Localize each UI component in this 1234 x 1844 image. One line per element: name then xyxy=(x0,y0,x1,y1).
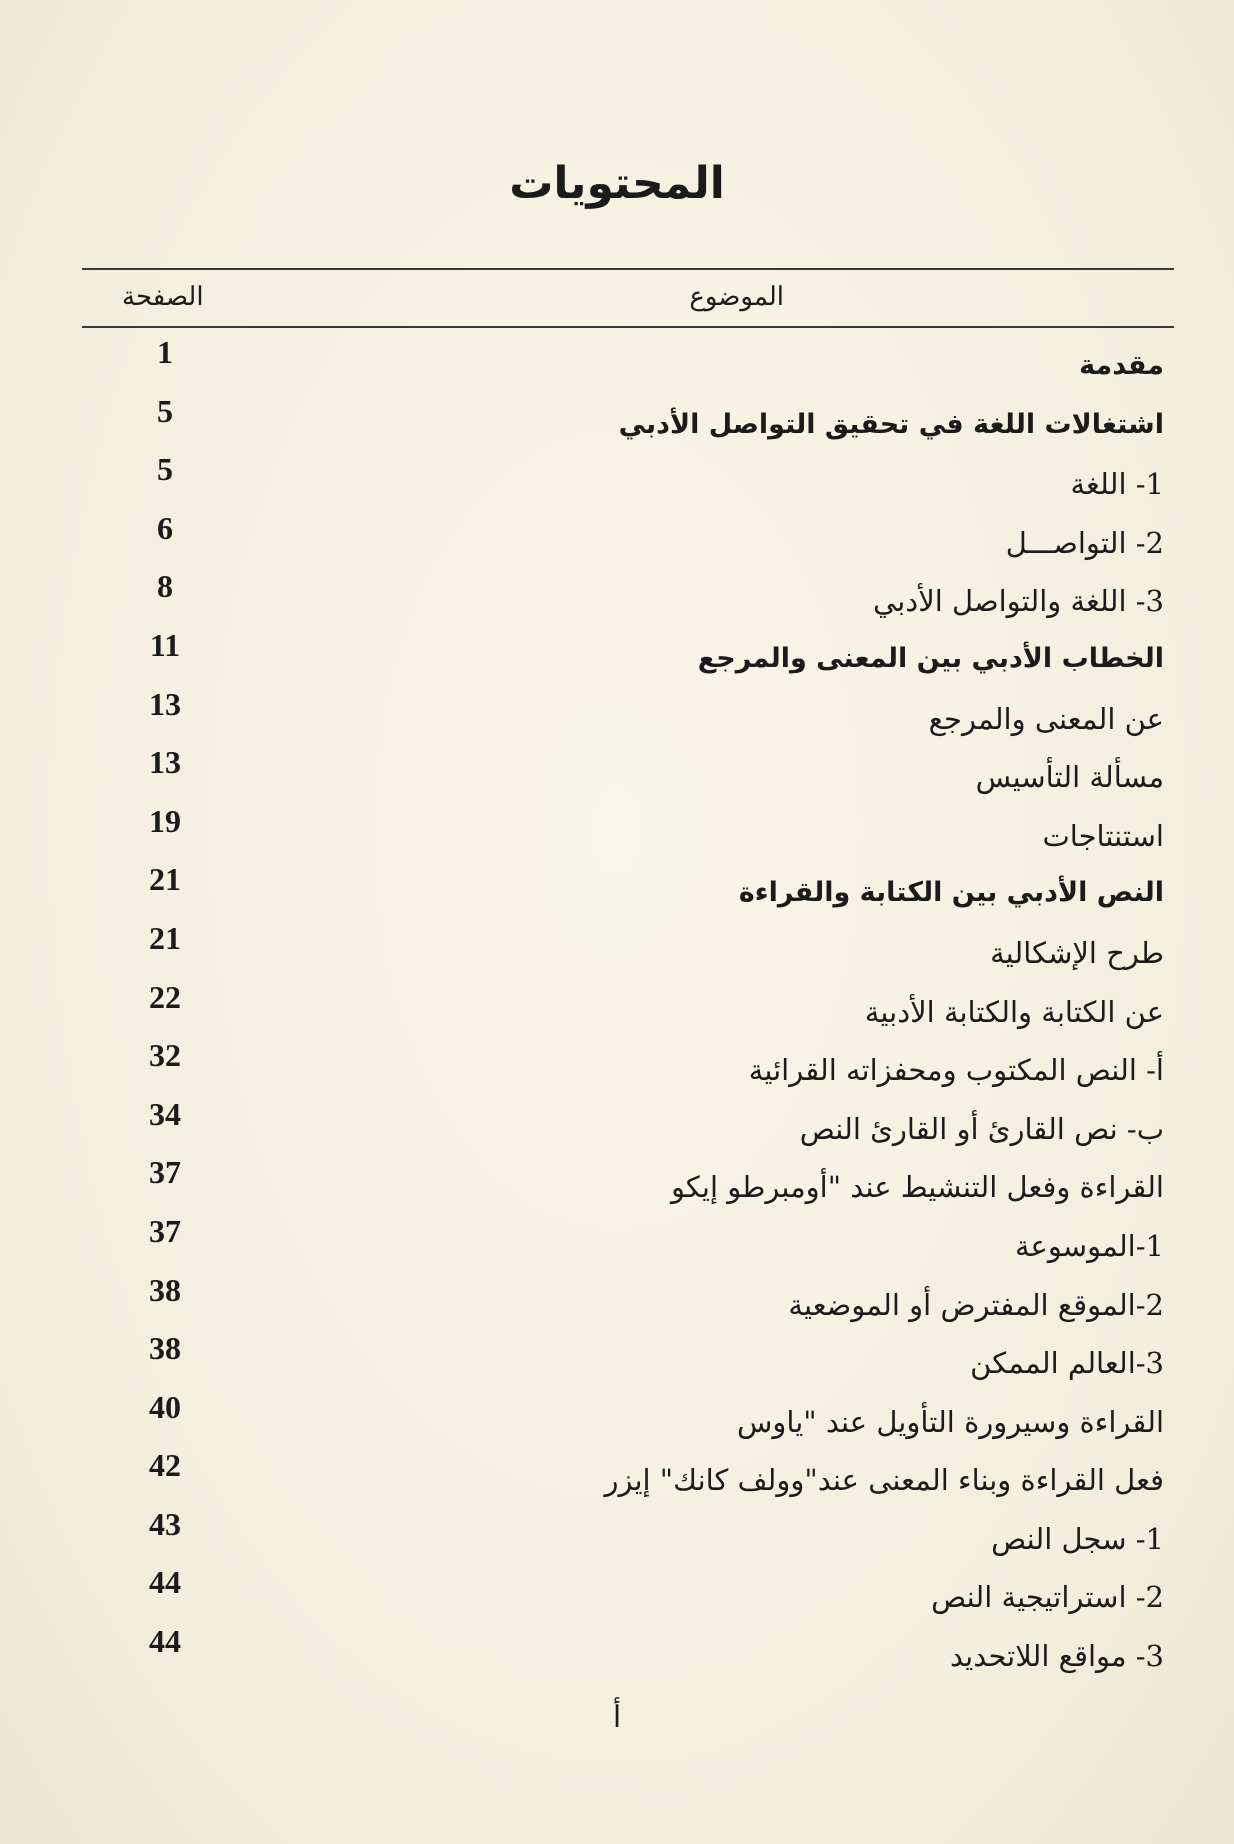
toc-entry-page: 13 xyxy=(149,744,181,781)
toc-entry-label: 3- اللغة والتواصل الأدبي xyxy=(873,584,1164,619)
toc-section-row xyxy=(82,393,1174,452)
toc-entry-row xyxy=(82,979,1174,1038)
toc-entry-page: 19 xyxy=(149,802,181,839)
toc-entry-row xyxy=(82,920,1174,979)
column-header-topic: الموضوع xyxy=(689,282,784,312)
table-header xyxy=(82,272,1174,326)
toc-entry-row xyxy=(82,510,1174,569)
toc-section-row xyxy=(82,334,1174,393)
toc-entry-row xyxy=(82,1330,1174,1389)
toc-entry-row xyxy=(82,451,1174,510)
toc-entry-label: استنتاجات xyxy=(1042,818,1164,853)
toc-entry-label: مسألة التأسيس xyxy=(975,760,1164,795)
toc-entry-label: 2-الموقع المفترض أو الموضعية xyxy=(788,1287,1164,1322)
toc-entry-row xyxy=(82,1037,1174,1096)
toc-entry-page: 5 xyxy=(157,451,173,488)
toc-entry-page: 5 xyxy=(157,392,173,429)
toc-entry-label: عن المعنى والمرجع xyxy=(928,701,1164,736)
toc-entry-page: 44 xyxy=(149,1623,181,1660)
toc-entry-row xyxy=(82,1272,1174,1331)
toc-entry-page: 11 xyxy=(149,626,181,663)
toc-entry-label: اشتغالات اللغة في تحقيق التواصل الأدبي xyxy=(618,408,1164,440)
toc-entry-label: 2- استراتيجية النص xyxy=(931,1580,1164,1615)
toc-entry-page: 13 xyxy=(149,685,181,722)
toc-entry-row xyxy=(82,1564,1174,1623)
toc-entry-row xyxy=(82,803,1174,862)
toc-entry-page: 1 xyxy=(157,334,173,370)
page-title: المحتويات xyxy=(509,158,725,209)
toc-entry-label: القراءة وفعل التنشيط عند "أومبرطو إيكو xyxy=(670,1170,1164,1205)
toc-entry-row xyxy=(82,568,1174,627)
toc-entry-label: 1- اللغة xyxy=(1070,467,1164,502)
toc-entry-label: 3-العالم الممكن xyxy=(970,1346,1164,1381)
toc-entry-page: 6 xyxy=(157,509,173,546)
toc-section-row xyxy=(82,861,1174,920)
toc-entry-page: 34 xyxy=(149,1095,181,1132)
toc-entry-label: النص الأدبي بين الكتابة والقراءة xyxy=(738,877,1164,909)
toc-entry-label: ب- نص القارئ أو القارئ النص xyxy=(799,1111,1164,1146)
toc-entry-label: طرح الإشكالية xyxy=(990,935,1164,970)
header-bottom-rule xyxy=(82,326,1174,328)
toc-entry-row xyxy=(82,1154,1174,1213)
toc-entry-label: عن الكتابة والكتابة الأدبية xyxy=(864,994,1164,1029)
toc-entry-row xyxy=(82,744,1174,803)
toc-entry-label: الخطاب الأدبي بين المعنى والمرجع xyxy=(697,642,1164,674)
toc-entry-page: 37 xyxy=(149,1212,181,1249)
toc-entry-page: 43 xyxy=(149,1505,181,1542)
toc-entry-label: مقدمة xyxy=(1079,350,1164,381)
toc-entry-label: 3- مواقع اللاتحديد xyxy=(949,1639,1164,1674)
contents-list xyxy=(82,334,1174,1682)
header-top-rule xyxy=(82,268,1174,270)
toc-entry-page: 22 xyxy=(149,978,181,1015)
toc-entry-label: القراءة وسيرورة التأويل عند "ياوس xyxy=(736,1404,1164,1439)
toc-entry-page: 40 xyxy=(149,1388,181,1425)
column-header-page: الصفحة xyxy=(122,282,204,312)
toc-entry-row xyxy=(82,686,1174,745)
toc-entry-page: 32 xyxy=(149,1037,181,1074)
page-number: أ xyxy=(612,1700,622,1735)
toc-entry-row xyxy=(82,1213,1174,1272)
toc-entry-row xyxy=(82,1506,1174,1565)
toc-entry-page: 21 xyxy=(149,861,181,898)
toc-entry-page: 8 xyxy=(157,568,173,605)
toc-entry-label: 1- سجل النص xyxy=(991,1521,1164,1556)
toc-entry-label: 1-الموسوعة xyxy=(1014,1228,1164,1263)
toc-entry-row xyxy=(82,1389,1174,1448)
toc-entry-row xyxy=(82,1623,1174,1682)
toc-section-row xyxy=(82,627,1174,686)
toc-entry-label: أ- النص المكتوب ومحفزاته القرائية xyxy=(748,1053,1164,1088)
toc-entry-label: 2- التواصـــل xyxy=(1005,525,1164,560)
toc-entry-page: 37 xyxy=(149,1154,181,1191)
toc-entry-page: 38 xyxy=(149,1330,181,1367)
toc-entry-page: 42 xyxy=(149,1447,181,1484)
toc-entry-page: 44 xyxy=(149,1564,181,1601)
toc-entry-row xyxy=(82,1447,1174,1506)
toc-entry-row xyxy=(82,1096,1174,1155)
toc-entry-page: 38 xyxy=(149,1271,181,1308)
toc-entry-label: فعل القراءة وبناء المعنى عند"وولف كانك" إيزر xyxy=(604,1463,1164,1498)
toc-entry-page: 21 xyxy=(149,919,181,956)
